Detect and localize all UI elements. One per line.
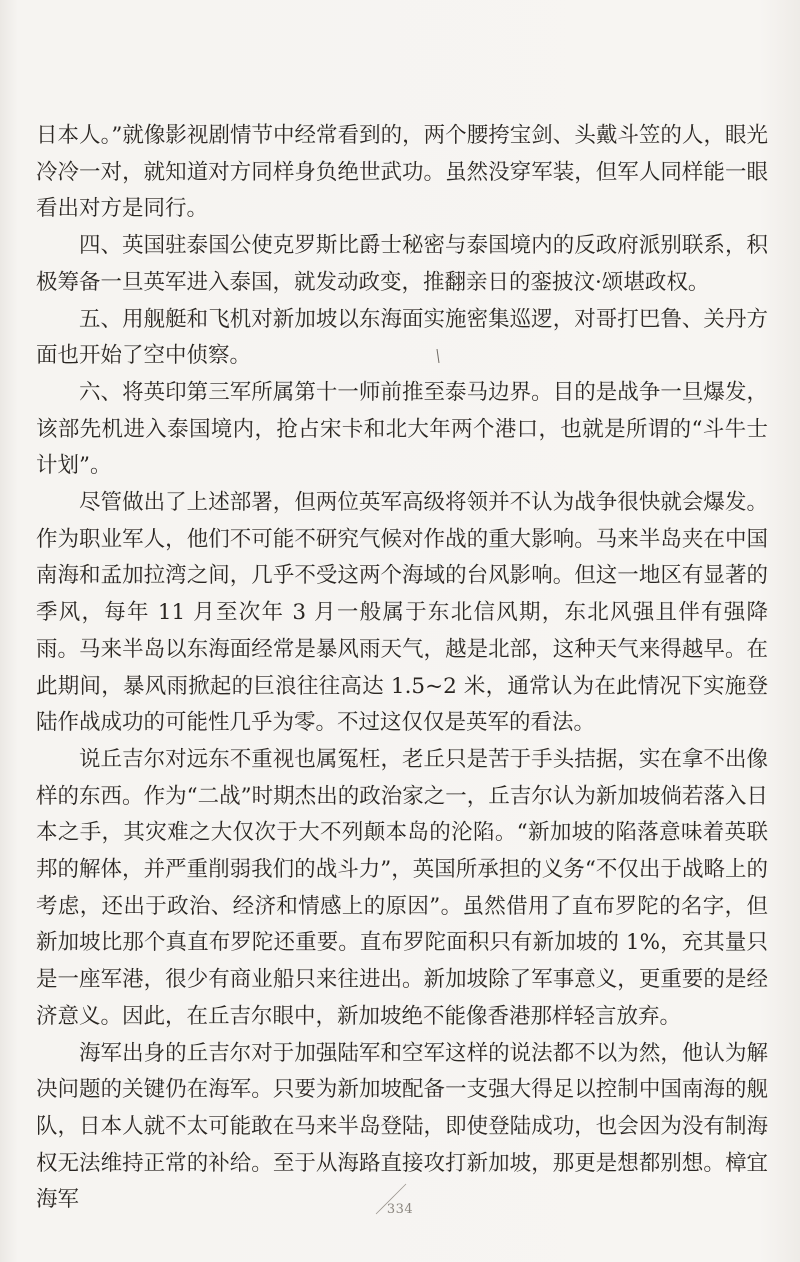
page-number: 334	[386, 1202, 414, 1217]
paragraph-3: 五、用舰艇和飞机对新加坡以东海面实施密集巡逻，对哥打巴鲁、关丹方面也开始了空中侦察。	[36, 306, 768, 369]
pencil-mark-icon	[436, 349, 440, 363]
paragraph-2: 四、英国驻泰国公使克罗斯比爵士秘密与泰国境内的反政府派别联系，积极筹备一旦英军进入泰国，就发动政变，推翻亲日的銮披汶·颂堪政权。	[36, 233, 768, 295]
paragraph-5: 尽管做出了上述部署，但两位英军高级将领并不认为战争很快就会爆发。作为职业军人，他们不可能不研究气候对作战的重大影响。马来半岛夹在中国南海和孟加拉湾之间，几乎不受这两个海域的台风影响。但这一地区有显著的季风，每年 11 月至次年 3 月一般属于东北信风期，东北风强且伴有强降雨。马来半岛以东海面经常是暴风雨天气，越是北部，这种天气来得越早。在此期间，暴风雨掀起的巨浪往往高达 1.5~2 米，通常认为在此情况下实施登陆作战成功的可能性几乎为零。不过这仅仅是英军的看法。	[36, 490, 768, 736]
paragraph-1: 日本人。”就像影视剧情节中经常看到的，两个腰挎宝剑、头戴斗笠的人，眼光冷冷一对，就知道对方同样身负绝世武功。虽然没穿军装，但军人同样能一眼看出对方是同行。	[36, 123, 768, 222]
paragraph-7: 海军出身的丘吉尔对于加强陆军和空军这样的说法都不以为然，他认为解决问题的关键仍在海军。只要为新加坡配备一支强大得足以控制中国南海的舰队，日本人就不太可能敢在马来半岛登陆，即使登陆成功，也会因为没有制海权无法维持正常的补给。至于从海路直接攻打新加坡，那更是想都别想。樟宜海军	[36, 1040, 768, 1213]
paragraph-6: 说丘吉尔对远东不重视也属冤枉，老丘只是苦于手头拮据，实在拿不出像样的东西。作为“二战”时期杰出的政治家之一，丘吉尔认为新加坡倘若落入日本之手，其灾难之大仅次于大不列颠本岛的沦陷。“新加坡的陷落意味着英联邦的解体，并严重削弱我们的战斗力”，英国所承担的义务“不仅出于战略上的考虑，还出于政治、经济和情感上的原因”。虽然借用了直布罗陀的名字，但新加坡比那个真直布罗陀还重要。直布罗陀面积只有新加坡的 1%，充其量只是一座军港，很少有商业船只来往进出。新加坡除了军事意义，更重要的是经济意义。因此，在丘吉尔眼中，新加坡绝不能像香港那样轻言放弃。	[36, 746, 768, 1029]
paragraph-4: 六、将英印第三军所属第十一师前推至泰马边界。目的是战争一旦爆发，该部先机进入泰国境内，抢占宋卡和北大年两个港口，也就是所谓的“斗牛士计划”。	[36, 379, 768, 479]
body-text	[36, 118, 768, 1219]
